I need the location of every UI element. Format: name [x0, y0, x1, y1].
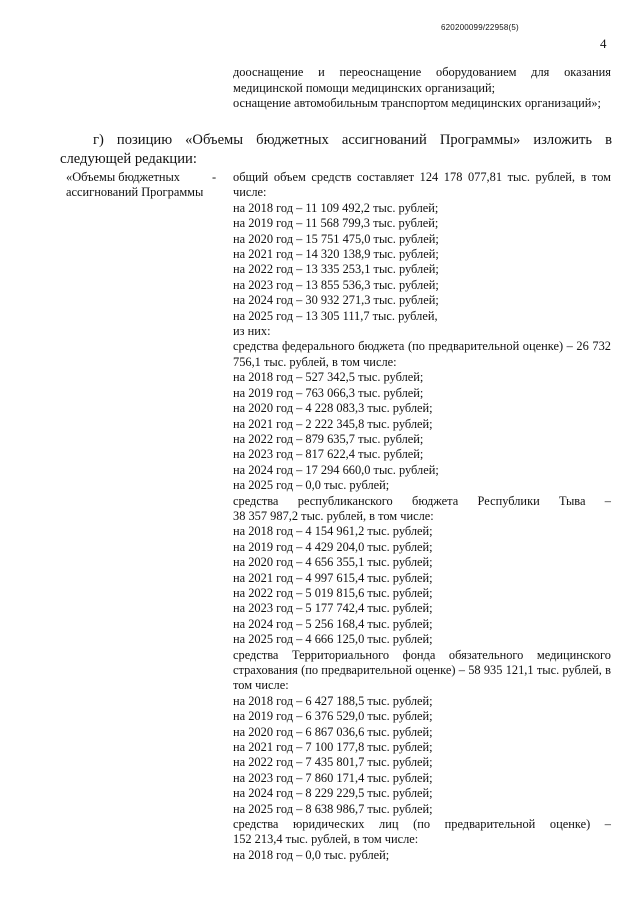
position-dash: -: [212, 170, 217, 184]
budget-line: на 2020 год – 4 656 355,1 тыс. рублей;: [233, 555, 433, 570]
budget-line: 38 357 987,2 тыс. рублей, в том числе:: [233, 508, 434, 523]
budget-line: на 2020 год – 15 751 475,0 тыс. рублей;: [233, 231, 439, 246]
budget-line: на 2018 год – 6 427 188,5 тыс. рублей;: [233, 693, 433, 708]
budget-line: на 2025 год – 8 638 986,7 тыс. рублей;: [233, 801, 433, 816]
budget-line: на 2022 год – 879 635,7 тыс. рублей;: [233, 431, 424, 446]
budget-content: [233, 170, 611, 863]
budget-line: на 2025 год – 0,0 тыс. рублей;: [233, 478, 390, 493]
budget-line: на 2023 год – 817 622,4 тыс. рублей;: [233, 447, 424, 462]
intro-item: дооснащение и переоснащение оборудованием для оказания медицинской помощи медицинских организаций;: [233, 65, 611, 95]
amendment-paragraph: г) позицию «Объемы бюджетных ассигнований Программы» изложить в следующей редакции:: [60, 132, 612, 167]
budget-line: на 2020 год – 4 228 083,3 тыс. рублей;: [233, 401, 433, 416]
budget-line: на 2019 год – 6 376 529,0 тыс. рублей;: [233, 709, 433, 724]
budget-line: на 2018 год – 0,0 тыс. рублей;: [233, 847, 390, 862]
budget-line: на 2023 год – 13 855 536,3 тыс. рублей;: [233, 277, 439, 292]
intro-item: оснащение автомобильным транспортом медицинских организаций»;: [233, 96, 601, 110]
budget-line: на 2024 год – 5 256 168,4 тыс. рублей;: [233, 616, 433, 631]
budget-line: на 2020 год – 6 867 036,6 тыс. рублей;: [233, 724, 433, 739]
intro-block: [233, 65, 611, 112]
budget-line: средства республиканского бюджета Республики Тыва –: [233, 493, 611, 508]
page-number: 4: [600, 36, 607, 51]
budget-line: средства Территориального фонда обязательного медицинского страхования (по предварительной оценке) – 58 935 121,1 тыс. рублей, в том числе:: [233, 647, 611, 693]
budget-line: общий объем средств составляет 124 178 077,81 тыс. рублей, в том числе:: [233, 170, 611, 200]
budget-line: на 2018 год – 11 109 492,2 тыс. рублей;: [233, 200, 439, 215]
budget-line: на 2021 год – 2 222 345,8 тыс. рублей;: [233, 416, 433, 431]
budget-line: на 2018 год – 4 154 961,2 тыс. рублей;: [233, 524, 433, 539]
budget-line: средства юридических лиц (по предварительной оценке) –: [233, 817, 611, 832]
budget-line: на 2021 год – 14 320 138,9 тыс. рублей;: [233, 247, 439, 262]
budget-line: на 2021 год – 4 997 615,4 тыс. рублей;: [233, 570, 433, 585]
budget-line: на 2025 год – 13 305 111,7 тыс. рублей,: [233, 308, 438, 323]
budget-line: на 2021 год – 7 100 177,8 тыс. рублей;: [233, 740, 433, 755]
budget-line: на 2023 год – 7 860 171,4 тыс. рублей;: [233, 770, 433, 785]
budget-line: на 2022 год – 5 019 815,6 тыс. рублей;: [233, 585, 433, 600]
budget-line: на 2019 год – 4 429 204,0 тыс. рублей;: [233, 539, 433, 554]
budget-line: на 2022 год – 7 435 801,7 тыс. рублей;: [233, 755, 433, 770]
budget-line: на 2023 год – 5 177 742,4 тыс. рублей;: [233, 601, 433, 616]
budget-line: на 2024 год – 30 932 271,3 тыс. рублей;: [233, 293, 439, 308]
budget-line: 152 213,4 тыс. рублей, в том числе:: [233, 832, 419, 847]
budget-line: на 2025 год – 4 666 125,0 тыс. рублей;: [233, 632, 433, 647]
document-id: 620200099/22958(5): [441, 23, 519, 32]
budget-line: на 2019 год – 11 568 799,3 тыс. рублей;: [233, 216, 439, 231]
budget-line: на 2022 год – 13 335 253,1 тыс. рублей;: [233, 262, 439, 277]
budget-line: на 2019 год – 763 066,3 тыс. рублей;: [233, 385, 424, 400]
budget-line: на 2024 год – 17 294 660,0 тыс. рублей;: [233, 462, 439, 477]
budget-line: средства федерального бюджета (по предварительной оценке) – 26 732 756,1 тыс. рублей, в том числе:: [233, 339, 611, 369]
budget-line: на 2018 год – 527 342,5 тыс. рублей;: [233, 370, 424, 385]
position-label: «Объемы бюджетных ассигнований Программы: [66, 170, 204, 200]
budget-line: из них:: [233, 324, 271, 339]
budget-line: на 2024 год – 8 229 229,5 тыс. рублей;: [233, 786, 433, 801]
